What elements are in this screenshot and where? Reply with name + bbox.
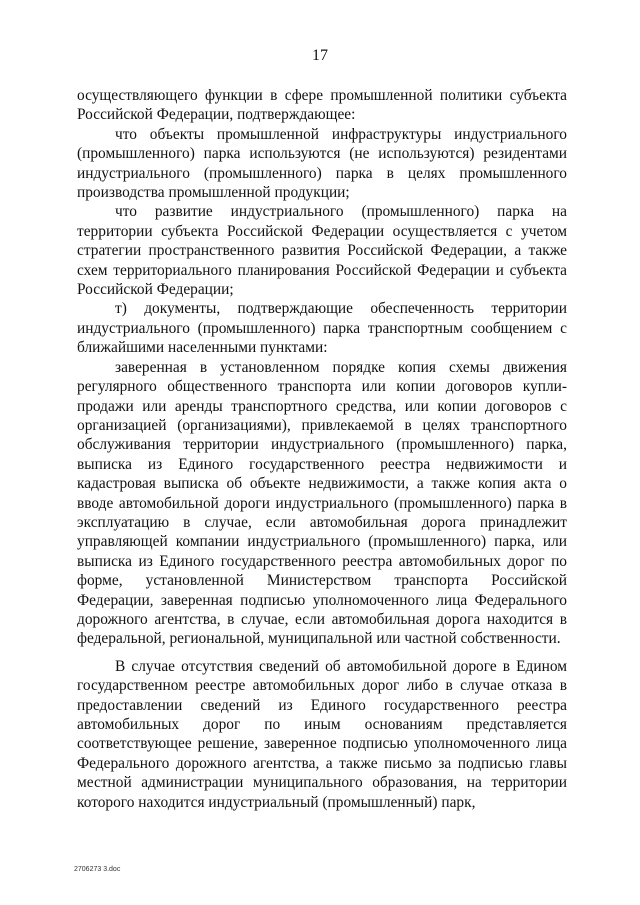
paragraph-item-t-transport-documents: т) документы, подтверждающие обеспеченность территории индустриального (промышленного) парка транспортным сообщением с ближайшими населенными пунктами: [77, 300, 567, 357]
paragraph-infrastructure-use: что объекты промышленной инфраструктуры индустриального (промышленного) парка используются (не используются) резидентами индустриального (промышленного) парка в целях промышленного производства промышленной продукции; [77, 125, 567, 202]
document-body [77, 86, 567, 812]
footer-filename: 2706273 3.doc [74, 866, 121, 873]
paragraph-absence-of-records: В случае отсутствия сведений об автомобильной дороге в Едином государственном реестре автомобильных дорог либо в случае отказа в предоставлении сведений из Единого государственного реестра автомобильных дорог по иным основаниям представляется соответствующее решение, заверенное подписью уполномоченного лица Федерального дорожного агентства, а также письмо за подписью главы местной администрации муниципального образования, на территории которого находится индустриальный (промышленный) парк, [77, 657, 567, 811]
page-number: 17 [312, 47, 328, 64]
paragraph-intro: осуществляющего функции в сфере промышленной политики субъекта Российской Федерации, подтверждающее: [77, 87, 567, 124]
paragraph-certified-copy: заверенная в установленном порядке копия схемы движения регулярного общественного транспорта или копии договоров купли-продажи или аренды транспортного средства, или копии договоров с организацией (организациями), привлекаемой в целях транспортного обслуживания территории индустриального (промышленного) парка, выписка из Единого государственного реестра недвижимости и кадастровая выписка об объекте недвижимости, а также копия акта о вводе автомобильной дороги индустриального (промышленного) парка в эксплуатацию в случае, если автомобильная дорога принадлежит управляющей компании индустриального (промышленного) парка, или выписка из Единого государственного реестра автомобильных дорог по форме, установленной Министерством транспорта Российской Федерации, заверенная подписью уполномоченного лица Федерального дорожного агентства, в случае, если автомобильная дорога находится в федеральной, региональной, муниципальной или частной собственности. [77, 358, 567, 648]
paragraph-spatial-strategy: что развитие индустриального (промышленного) парка на территории субъекта Российской Федерации осуществляется с учетом стратегии пространственного развития Российской Федерации, а также схем территориального планирования Российской Федерации и субъекта Российской Федерации; [77, 203, 567, 299]
